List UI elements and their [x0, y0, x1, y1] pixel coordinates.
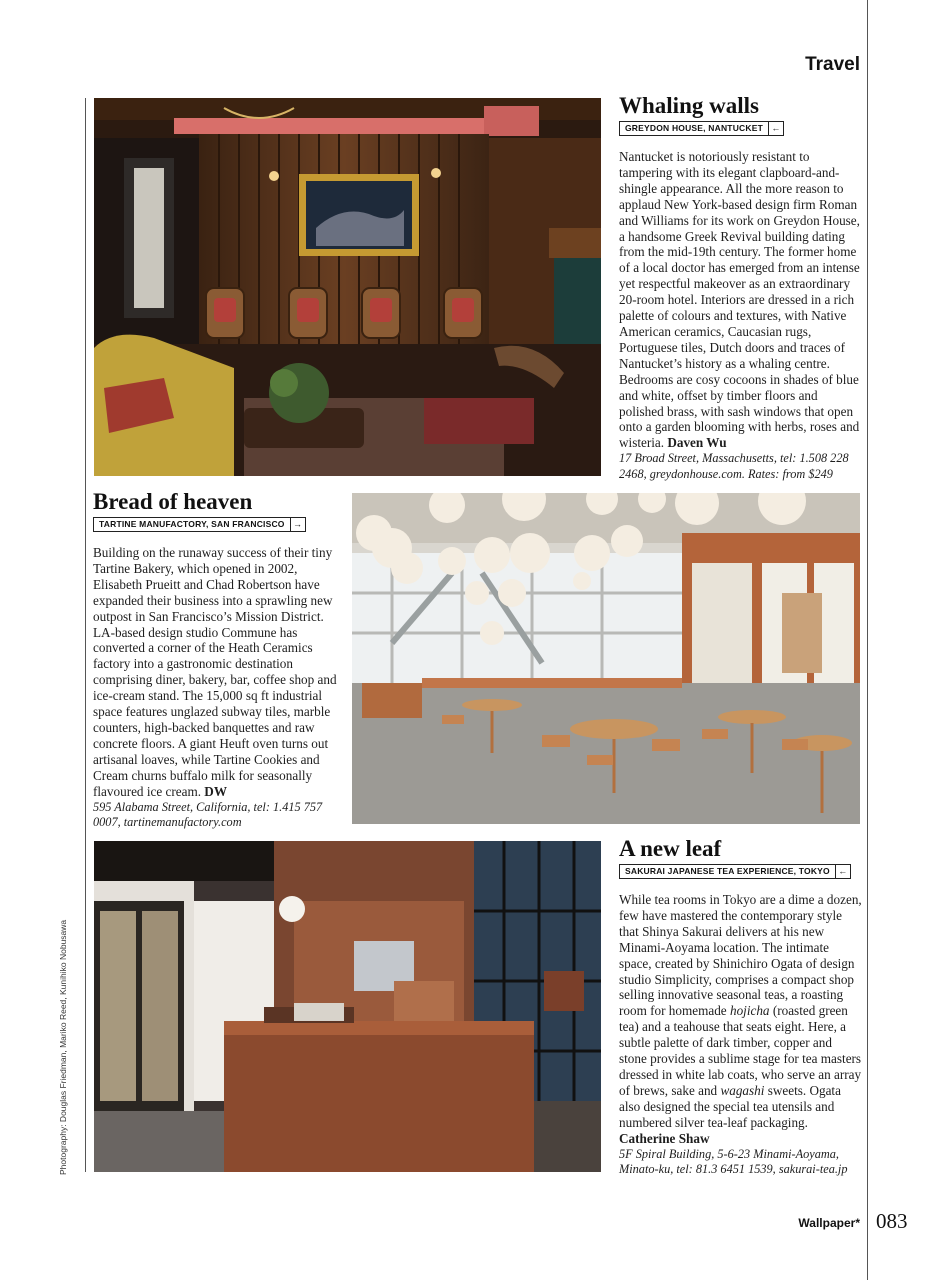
greydon-house-location-tag — [619, 121, 784, 136]
arrow-right-icon: → — [290, 518, 305, 531]
tearoom-illustration — [94, 841, 601, 1172]
address-line: 595 Alabama Street, California, tel: 1.415 757 0007, tartinemanufactory.com — [93, 799, 323, 830]
bread-of-heaven-headline: Bread of heaven — [93, 489, 253, 514]
bread-of-heaven-body — [93, 545, 339, 831]
address-line: 17 Broad Street, Massachusetts, tel: 1.508 228 2468, greydonhouse.com. Rates: from $249 — [619, 451, 849, 482]
article-text: Nantucket is notoriously resistant to tampering with its elegant clapboard-and-shingle appearance. All the more reason to applaud New York-based design firm Roman and Williams for its work on Greydon House, a handsome Greek Revival building dating from the mid-19th century. The former home of a local doctor has emerged from an intense yet respectful makeover as an extraordinary 20-room hotel. Interiors are dressed in a rich palette of colours and textures, with Native American ceramics, Caucasian rugs, Portuguese tiles, Dutch doors and traces of Nantucket’s history as a whaling centre. Bedrooms are cosy cocoons in shades of blue and white, offset by timber floors and polished brass, with sash windows that open onto a garden blooming with herbs, roses and wisteria. — [619, 149, 860, 451]
whaling-walls-body — [619, 149, 863, 483]
article-text: Building on the runaway success of their tiny Tartine Bakery, which opened in 2002, Elisabeth Prueitt and Chad Robertson have expanded their business into a sprawling new outpost in San Francisco’s Mission District. LA-based design studio Commune has converted a corner of the Heath Ceramics factory into a gastronomic destination comprising diner, bakery, bar, coffee shop and ice-cream stand. The 15,000 sq ft industrial space features unglazed subway tiles, marble counters, high-backed banquettes and raw concrete floors. A giant Heuft oven turns out artisanal loaves, while Tartine Cookies and Cream churns buffalo milk for seasonally flavoured ice cream. — [93, 545, 337, 799]
italic-term: hojicha — [729, 1003, 770, 1019]
magazine-brand: Wallpaper* — [798, 1216, 860, 1230]
sakurai-tea-room-photo — [94, 841, 601, 1172]
italic-term: wagashi — [720, 1082, 765, 1098]
whaling-walls-headline: Whaling walls — [619, 93, 759, 118]
page-number: 083 — [876, 1209, 908, 1233]
article-text: While tea rooms in Tokyo are a dime a dozen, few have mastered the contemporary style that Shinya Sakurai delivers at his new Minami-Aoyama location. The intimate space, created by Shinichiro Ogata of design studio Simplicity, comprises a compact shop selling innovative seasonal teas, a roasting room for homemade — [619, 892, 862, 1019]
article-text: (roasted green tea) and a teahouse that seats eight. Here, a subtle palette of dark timber, copper and stone provides a sublime stage for tea masters dressed in white lab coats, who serve an array of brews, sake and — [619, 1003, 862, 1098]
article-text: sweets. Ogata also designed the special tea utensils and numbered silver tea-leaf packaging. — [619, 1082, 841, 1130]
author-byline: Daven Wu — [667, 435, 727, 451]
author-byline: Catherine Shaw — [619, 1130, 710, 1146]
folio-divider — [867, 1213, 868, 1233]
right-margin-rule — [867, 0, 868, 1280]
photo-credit: Photography: Douglas Friedman, Mariko Reed, Kunihiko Nobusawa — [58, 919, 68, 1175]
section-label: Travel — [805, 54, 860, 75]
sakurai-location-tag — [619, 864, 851, 879]
a-new-leaf-headline: A new leaf — [619, 836, 722, 861]
a-new-leaf-body — [619, 892, 863, 1178]
location-tag-label: TARTINE MANUFACTORY, SAN FRANCISCO — [99, 519, 285, 529]
cafe-illustration — [352, 493, 860, 824]
address-line: 5F Spiral Building, 5-6-23 Minami-Aoyama, Minato-ku, tel: 81.3 6451 1539, sakurai-tea.jp — [619, 1146, 848, 1177]
location-tag-label: GREYDON HOUSE, NANTUCKET — [625, 123, 763, 133]
left-margin-rule — [85, 98, 86, 1172]
tartine-location-tag — [93, 517, 306, 532]
arrow-left-icon: ← — [768, 122, 783, 135]
location-tag-label: SAKURAI JAPANESE TEA EXPERIENCE, TOKYO — [625, 866, 830, 876]
lounge-illustration — [94, 98, 601, 476]
tartine-manufactory-photo — [352, 493, 860, 824]
greydon-house-photo — [94, 98, 601, 476]
author-byline: DW — [204, 783, 228, 799]
arrow-left-icon: ← — [835, 865, 850, 878]
